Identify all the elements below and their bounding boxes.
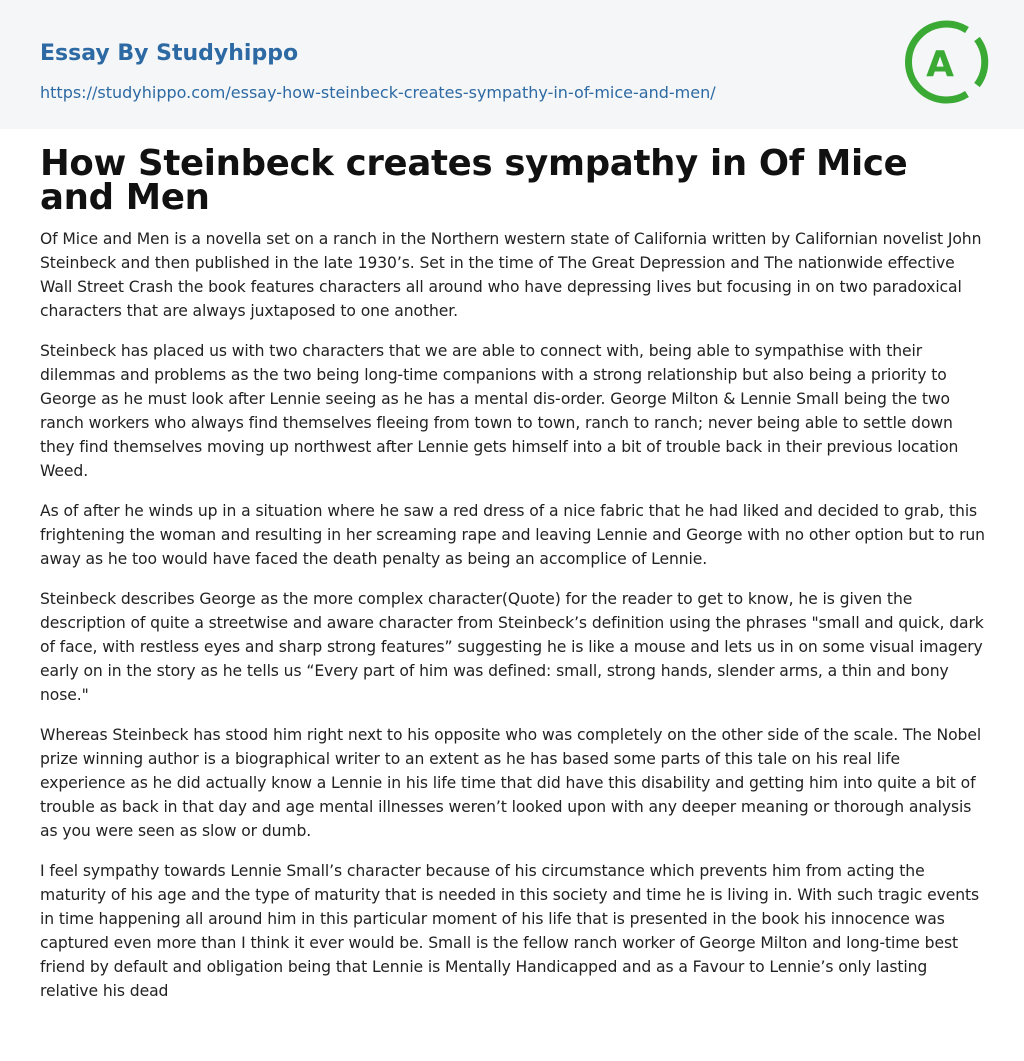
essay-title: How Steinbeck creates sympathy in Of Mice and Men [40,143,908,218]
essay-content [40,143,986,1003]
site-brand[interactable]: Essay By Studyhippo [40,41,299,66]
logo-letter: A [926,44,954,85]
essay-paragraph: I feel sympathy towards Lennie Small’s character because of his circumstance which prevents him from acting the maturity of his age and the type of maturity that is needed in this society and time he is living in. With such tragic events in time happening all around him in this particular moment of his life that is presented in the book his innocence was captured even more than I think it ever would be. Small is the fellow ranch worker of George Milton and long-time best friend by default and obligation being that Lennie is Mentally Handicapped and as a Favour to Lennie’s only lasting relative his dead [40,862,980,1000]
essay-paragraph: As of after he winds up in a situation where he saw a red dress of a nice fabric that he had liked and decided to grab, this frightening the woman and resulting in her screaming rape and leaving Lennie and George with no other option but to run away as he too would have faced the death penalty as being an accomplice of Lennie. [40,502,985,568]
essay-url-link[interactable]: https://studyhippo.com/essay-how-steinbeck-creates-sympathy-in-of-mice-and-men/ [40,83,716,102]
essay-paragraph: Steinbeck describes George as the more complex character(Quote) for the reader to get to know, he is given the description of quite a streetwise and aware character from Steinbeck’s definition using the phrases "small and quick, dark of face, with restless eyes and sharp strong features” suggesting he is like a mouse and lets us in on some visual imagery early on in the story as he tells us “Every part of him was defined: small, strong hands, slender arms, a thin and bony nose." [40,590,984,704]
essay-paragraph: Of Mice and Men is a novella set on a ranch in the Northern western state of California written by Californian novelist John Steinbeck and then published in the late 1930’s. Set in the time of The Great Depression and The nationwide effective Wall Street Crash the book features characters all around who have depressing lives but focusing in on two paradoxical characters that are always juxtaposed to one another. [40,230,982,320]
essay-paragraph: Whereas Steinbeck has stood him right next to his opposite who was completely on the other side of the scale. The Nobel prize winning author is a biographical writer to an extent as he has based some parts of this tale on his real life experience as he did actually know a Lennie in his life time that did have this disability and getting him into quite a bit of trouble as back in that day and age mental illnesses weren’t looked upon with any deeper meaning or thorough analysis as you were seen as slow or dumb. [40,726,982,840]
site-header [0,0,1024,129]
studyhippo-logo-icon[interactable] [905,18,989,106]
essay-paragraph: Steinbeck has placed us with two characters that we are able to connect with, being able to sympathise with their dilemmas and problems as the two being long-time companions with a strong relationship but also being a priority to George as he must look after Lennie seeing as he has a mental dis-order. George Milton & Lennie Small being the two ranch workers who always find themselves fleeing from town to town, ranch to ranch; never being able to settle down they find themselves moving up northwest after Lennie gets himself into a bit of trouble back in their previous location Weed. [40,342,959,480]
